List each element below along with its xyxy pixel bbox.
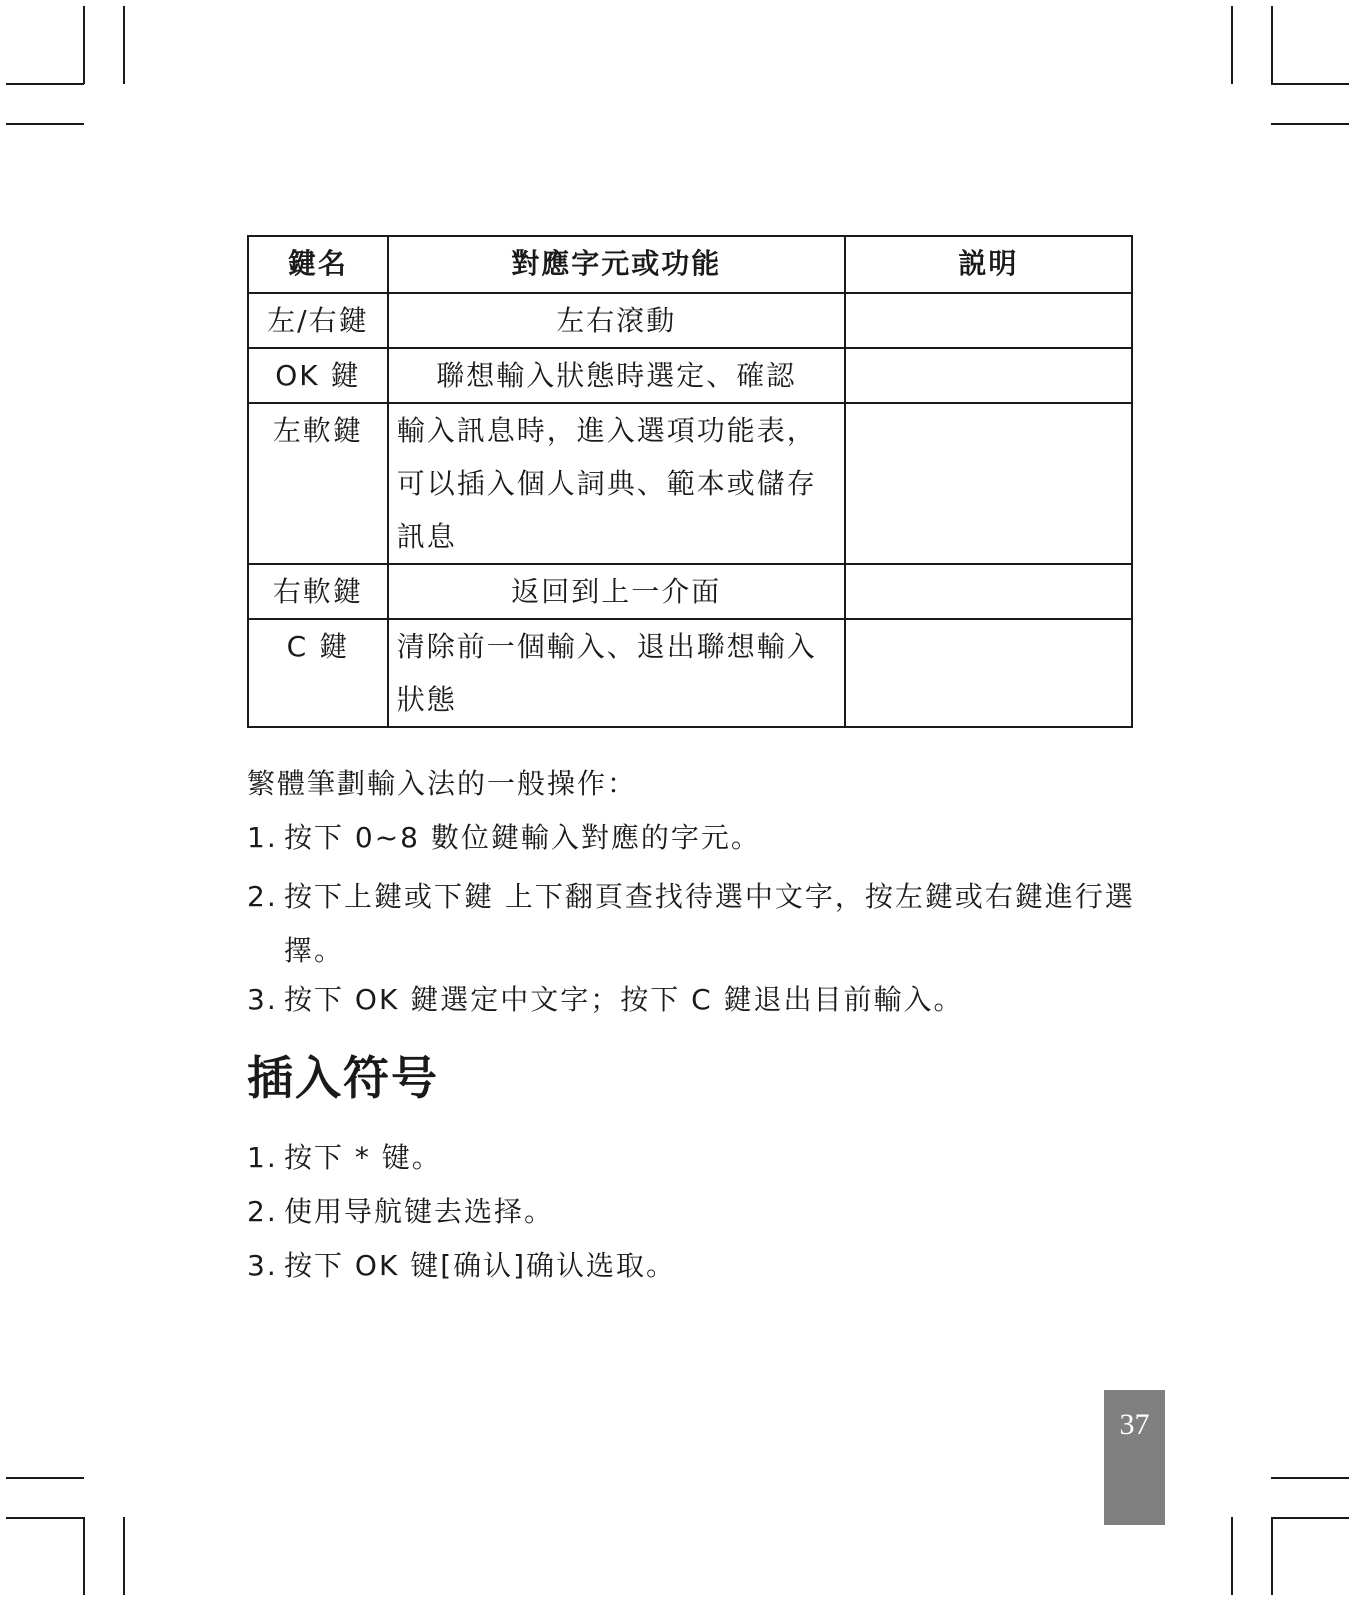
row-function: 返回到上一介面 bbox=[388, 564, 845, 619]
row-description bbox=[845, 348, 1132, 403]
table-row bbox=[248, 348, 1132, 403]
list-number: 3. bbox=[247, 1249, 278, 1282]
list-text: 使用导航键去选择。 bbox=[284, 1195, 555, 1228]
table-row bbox=[248, 564, 1132, 619]
list-number: 1. bbox=[247, 821, 278, 854]
list-number: 3. bbox=[247, 983, 278, 1016]
table-row bbox=[248, 403, 1132, 564]
crop-mark bbox=[1271, 1517, 1273, 1595]
list-item bbox=[247, 816, 761, 856]
row-function: 清除前一個輸入、退出聯想輸入狀態 bbox=[388, 619, 845, 727]
list-text: 按下 * 键。 bbox=[284, 1141, 442, 1174]
row-key: OK 鍵 bbox=[248, 348, 388, 403]
list-number: 2. bbox=[247, 1195, 278, 1228]
header-description: 説明 bbox=[845, 236, 1132, 293]
crop-mark bbox=[1271, 123, 1349, 125]
crop-mark bbox=[6, 123, 84, 125]
list-text: 按下 OK 鍵選定中文字；按下 C 鍵退出目前輸入。 bbox=[284, 983, 964, 1016]
row-description bbox=[845, 619, 1132, 727]
header-function: 對應字元或功能 bbox=[388, 236, 845, 293]
crop-mark bbox=[1271, 1517, 1349, 1519]
page-number-tab bbox=[1104, 1390, 1165, 1525]
crop-mark bbox=[6, 1477, 84, 1479]
list-text: 按下上鍵或下鍵 上下翻頁查找待選中文字，按左鍵或右鍵進行選擇。 bbox=[284, 880, 1135, 967]
row-key: 右軟鍵 bbox=[248, 564, 388, 619]
crop-mark bbox=[1231, 1517, 1233, 1595]
row-function: 聯想輸入狀態時選定、確認 bbox=[388, 348, 845, 403]
crop-mark bbox=[123, 6, 125, 84]
row-function: 輸入訊息時，進入選項功能表，可以插入個人詞典、範本或儲存訊息 bbox=[388, 403, 845, 564]
crop-mark bbox=[6, 83, 84, 85]
header-key-name: 鍵名 bbox=[248, 236, 388, 293]
list-number: 2. bbox=[247, 880, 278, 913]
list-item bbox=[247, 870, 1137, 978]
list-item bbox=[247, 1244, 676, 1284]
row-function: 左右滾動 bbox=[388, 293, 845, 348]
crop-mark bbox=[1271, 83, 1349, 85]
row-description bbox=[845, 564, 1132, 619]
list-item bbox=[247, 1190, 554, 1230]
crop-mark bbox=[83, 6, 85, 84]
row-key: C 鍵 bbox=[248, 619, 388, 727]
list-item bbox=[247, 1136, 442, 1176]
crop-mark bbox=[1231, 6, 1233, 84]
table-row bbox=[248, 619, 1132, 727]
key-function-table bbox=[247, 235, 1133, 728]
list-text: 按下 OK 键[确认]确认选取。 bbox=[284, 1249, 677, 1282]
row-description bbox=[845, 403, 1132, 564]
table-header-row bbox=[248, 236, 1132, 293]
crop-mark bbox=[1271, 1477, 1349, 1479]
row-key: 左軟鍵 bbox=[248, 403, 388, 564]
crop-mark bbox=[83, 1517, 85, 1595]
section-heading: 插入符号 bbox=[247, 1051, 439, 1105]
list-item bbox=[247, 978, 964, 1018]
list-text: 按下 0~8 數位鍵輸入對應的字元。 bbox=[284, 821, 761, 854]
section-title: 繁體筆劃輸入法的一般操作： bbox=[247, 767, 638, 800]
page-number: 37 bbox=[1119, 1408, 1150, 1441]
row-key: 左/右鍵 bbox=[248, 293, 388, 348]
table-row bbox=[248, 293, 1132, 348]
crop-mark bbox=[6, 1517, 84, 1519]
row-description bbox=[845, 293, 1132, 348]
crop-mark bbox=[123, 1517, 125, 1595]
list-number: 1. bbox=[247, 1141, 278, 1174]
crop-mark bbox=[1271, 6, 1273, 84]
